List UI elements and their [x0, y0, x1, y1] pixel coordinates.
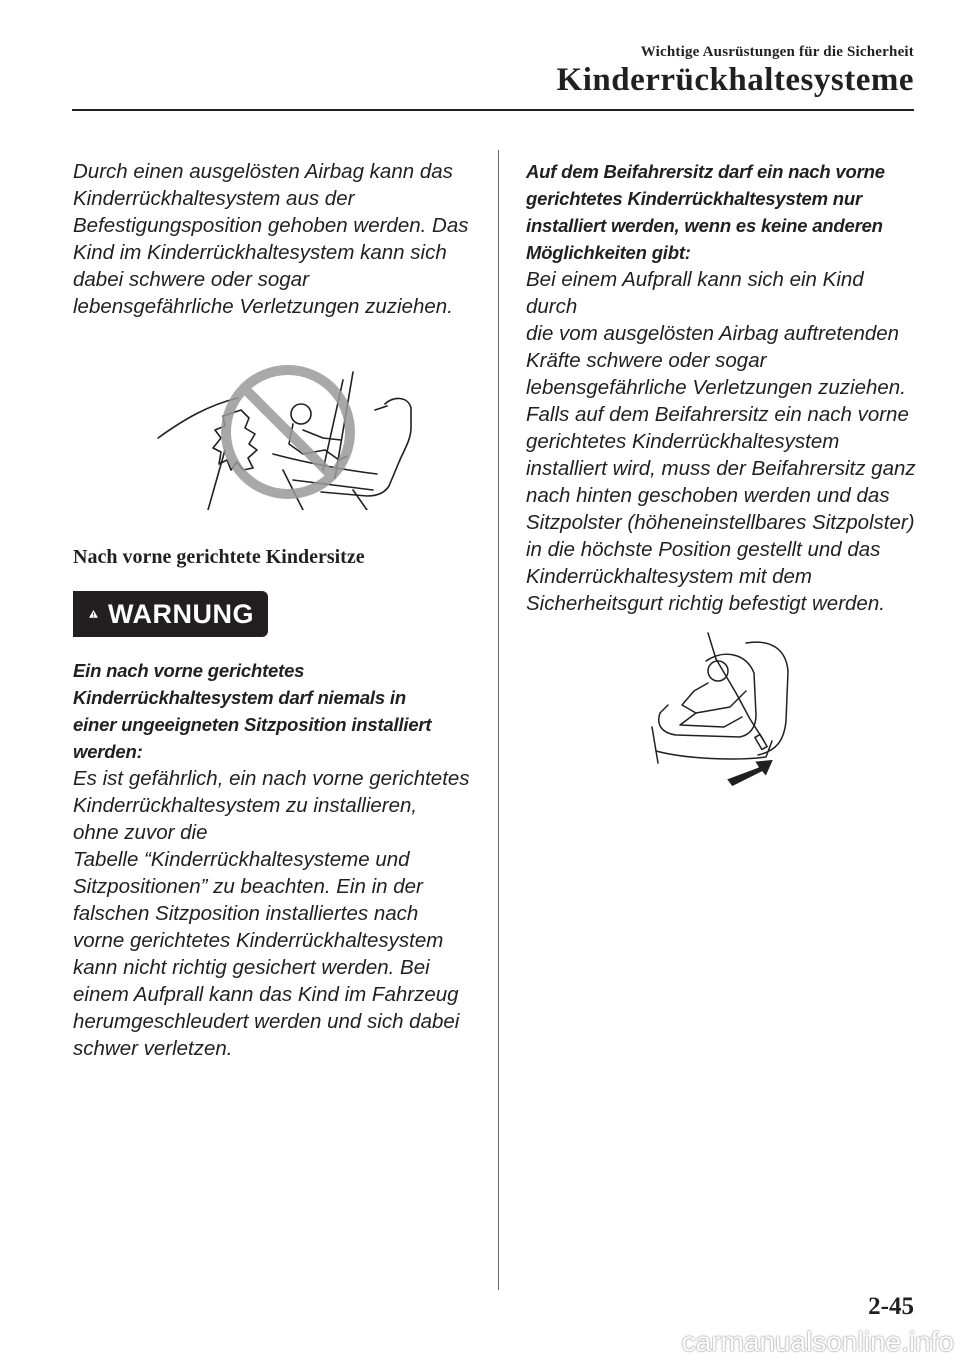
text-line: nach hinten geschoben werden und das	[526, 484, 890, 507]
text-line: in die höchste Position gestellt und das	[526, 538, 881, 561]
text-line: gerichtetes Kinderrückhaltesystem nur	[526, 188, 862, 209]
text-line: Möglichkeiten gibt:	[526, 242, 691, 263]
child-seat-illustration	[646, 631, 806, 791]
text-line: Tabelle “Kinderrückhaltesysteme und	[73, 848, 410, 871]
text-line: Befestigungsposition gehoben werden. Das	[73, 214, 469, 237]
text-line: Ein nach vorne gerichtetes	[73, 660, 305, 681]
text-line: vorne gerichtetes Kinderrückhaltesystem	[73, 929, 444, 952]
text-line: Kinderrückhaltesystem darf niemals in	[73, 687, 406, 708]
page-title: Kinderrückhaltesysteme	[556, 62, 914, 98]
text-line: falschen Sitzposition installiertes nach	[73, 902, 419, 925]
text-line: lebensgefährliche Verletzungen zuziehen.	[526, 376, 906, 399]
airbag-prohibited-illustration	[153, 350, 463, 510]
text-line: Bei einem Aufprall kann sich ein Kind durch	[526, 268, 864, 318]
text-line: installiert werden, wenn es keine anderen	[526, 215, 883, 236]
warning-badge	[73, 591, 268, 637]
page-number: 2-45	[868, 1293, 914, 1320]
text-line: kann nicht richtig gesichert werden. Bei	[73, 956, 430, 979]
left-column	[73, 158, 478, 1062]
text-line: Es ist gefährlich, ein nach vorne gerichtetes	[73, 767, 470, 790]
column-divider	[498, 150, 499, 1290]
text-line: schwer verletzen.	[73, 1037, 233, 1060]
header-divider	[72, 109, 914, 111]
text-line: Sitzpositionen” zu beachten. Ein in der	[73, 875, 423, 898]
section-title: Wichtige Ausrüstungen für die Sicherheit	[640, 44, 914, 60]
text-line: Kind im Kinderrückhaltesystem kann sich	[73, 241, 447, 264]
text-line: werden:	[73, 741, 143, 762]
text-line: ohne zuvor die	[73, 821, 208, 844]
warning-icon	[89, 599, 98, 629]
text-line: Sitzpolster (höheneinstellbares Sitzpolster)	[526, 511, 915, 534]
text-line: die vom ausgelösten Airbag auftretenden	[526, 322, 900, 345]
text-line: Auf dem Beifahrersitz darf ein nach vorne	[526, 161, 885, 182]
text-line: einem Aufprall kann das Kind im Fahrzeug	[73, 983, 459, 1006]
right-text	[526, 266, 918, 617]
section-heading: Nach vorne gerichtete Kindersitze	[73, 546, 365, 568]
text-line: herumgeschleudert werden und sich dabei	[73, 1010, 460, 1033]
watermark: carmanualsonline.info	[681, 1326, 954, 1357]
text-line: Sicherheitsgurt richtig befestigt werden.	[526, 592, 885, 615]
text-line: lebensgefährliche Verletzungen zuziehen.	[73, 295, 453, 318]
warning-text	[73, 765, 478, 1062]
text-line: Kräfte schwere oder sogar	[526, 349, 767, 372]
intro-paragraph	[73, 158, 478, 320]
warning-bold-text	[73, 657, 478, 765]
warning-label: WARNUNG	[108, 598, 254, 629]
prohibited-airbag-icon	[153, 350, 463, 510]
right-bold-text	[526, 158, 918, 266]
text-line: dabei schwere oder sogar	[73, 268, 309, 291]
right-column	[526, 158, 918, 791]
text-line: Kinderrückhaltesystem zu installieren,	[73, 794, 418, 817]
child-seat-arrow-icon	[646, 631, 806, 791]
text-line: Kinderrückhaltesystem mit dem	[526, 565, 812, 588]
text-line: Kinderrückhaltesystem aus der	[73, 187, 355, 210]
warning-box	[73, 591, 478, 637]
text-line: gerichtetes Kinderrückhaltesystem	[526, 430, 840, 453]
text-line: einer ungeeigneten Sitzposition installiert	[73, 714, 432, 735]
text-line: Durch einen ausgelösten Airbag kann das	[73, 160, 453, 183]
text-line: installiert wird, muss der Beifahrersitz ganz	[526, 457, 916, 480]
text-line: Falls auf dem Beifahrersitz ein nach vorne	[526, 403, 909, 426]
